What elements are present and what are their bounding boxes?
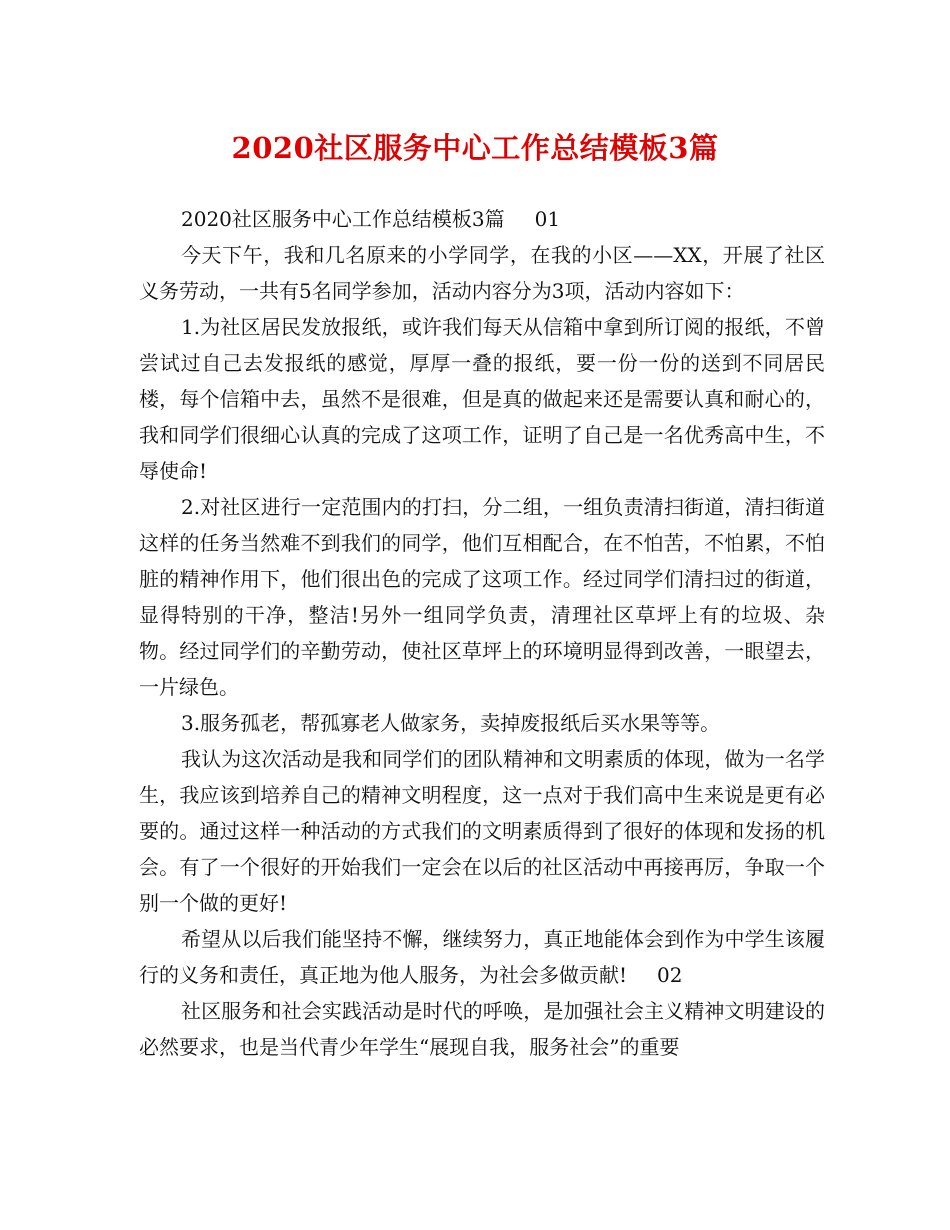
paragraph xyxy=(139,201,825,237)
paragraph xyxy=(139,489,825,705)
paragraph-text: 今天下午，我和几名原来的小学同学，在我的小区——XX，开展了社区义务劳动，一共有5名同学参加，活动内容分为3项，活动内容如下： xyxy=(139,243,825,303)
section-number: 01 xyxy=(534,207,561,231)
paragraph-text: 1.为社区居民发放报纸，或许我们每天从信箱中拿到所订阅的报纸，不曾尝试过自己去发报纸的感觉，厚厚一叠的报纸，要一份一份的送到不同居民楼，每个信箱中去，虽然不是很难，但是真的做起来还是需要认真和耐心的，我和同学们很细心认真的完成了这项工作，证明了自己是一名优秀高中生，不辱使命! xyxy=(139,315,825,483)
document-title: 2020社区服务中心工作总结模板3篇 xyxy=(231,131,719,165)
paragraph xyxy=(139,741,825,921)
paragraph-text: 我认为这次活动是我和同学们的团队精神和文明素质的体现，做为一名学生，我应该到培养自己的精神文明程度，这一点对于我们高中生来说是更有必要的。通过这样一种活动的方式我们的文明素质得到了很好的体现和发扬的机会。有了一个很好的开始我们一定会在以后的社区活动中再接再厉，争取一个别一个做的更好! xyxy=(139,747,825,915)
paragraph xyxy=(139,237,825,309)
paragraph-text: 2.对社区进行一定范围内的打扫，分二组，一组负责清扫街道，清扫街道这样的任务当然难不到我们的同学，他们互相配合，在不怕苦，不怕累，不怕脏的精神作用下，他们很出色的完成了这项工作。经过同学们清扫过的街道，显得特别的干净，整洁!另外一组同学负责，清理社区草坪上有的垃圾、杂物。经过同学们的辛勤劳动，使社区草坪上的环境明显得到改善，一眼望去，一片绿色。 xyxy=(139,495,825,699)
paragraph-text: 希望从以后我们能坚持不懈，继续努力，真正地能体会到作为中学生该履行的义务和责任，真正地为他人服务，为社会多做贡献! xyxy=(139,927,825,987)
paragraph-text: 社区服务和社会实践活动是时代的呼唤，是加强社会主义精神文明建设的必然要求，也是当代青少年学生“展现自我，服务社会”的重要 xyxy=(139,999,825,1059)
document-body xyxy=(139,201,825,1065)
paragraph-text: 3.服务孤老，帮孤寡老人做家务，卖掉废报纸后买水果等等。 xyxy=(181,711,721,735)
paragraph xyxy=(139,921,825,993)
section-number: 02 xyxy=(657,963,683,987)
paragraph xyxy=(139,993,825,1065)
paragraph xyxy=(139,309,825,489)
paragraph xyxy=(139,705,825,741)
paragraph-text: 2020社区服务中心工作总结模板3篇 xyxy=(181,207,505,231)
